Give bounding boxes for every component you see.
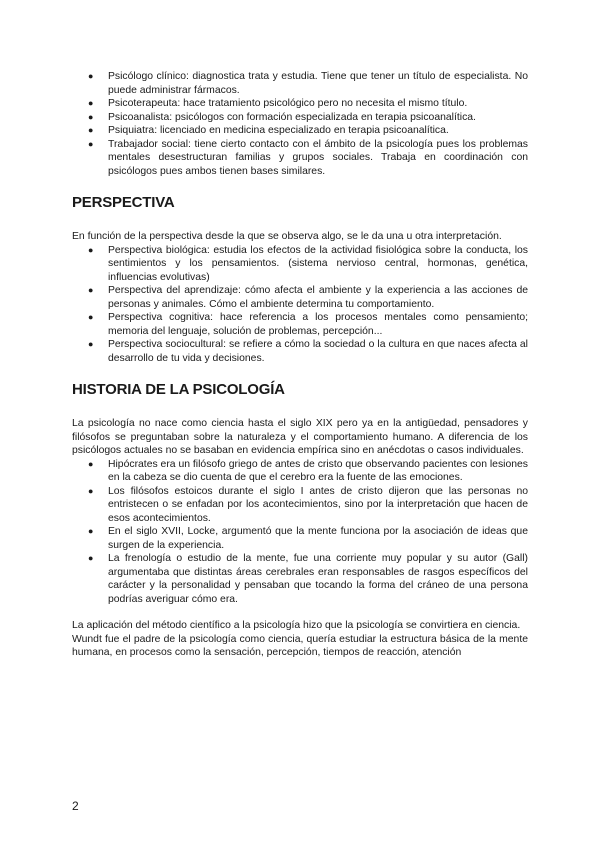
list-item: ● Perspectiva del aprendizaje: cómo afecta el ambiente y la experiencia a las acciones de personas y animales. Cómo el ambiente determina tu comportamiento. (88, 285, 528, 310)
bullet-icon: ● (88, 71, 94, 81)
list-item: ● En el siglo XVII, Locke, argumentó que la mente funciona por la asociación de ideas que surgen de la experiencia. (88, 526, 528, 551)
list-item: ● Psicoanalista: psicólogos con formación especializada en terapia psicoanalítica. (88, 111, 476, 123)
list-item: ● Perspectiva sociocultural: se refiere a cómo la sociedad o la cultura en que naces afecta al desarrollo de tu vida y decisiones. (88, 339, 528, 364)
bullet-icon: ● (88, 285, 94, 295)
bullet-icon: ● (88, 485, 94, 496)
document-page (72, 70, 528, 660)
historia-closing-1: La aplicación del método científico a la psicología hizo que la psicología se convirtiera en ciencia. (72, 620, 521, 631)
heading-historia: HISTORIA DE LA PSICOLOGÍA (72, 381, 285, 398)
list-item: ● Los filósofos estoicos durante el siglo I antes de cristo dijeron que las personas no entristecen o se enfadan por los acontecimientos, sino por la interpretación que hacen de esos acontecimientos. (88, 485, 528, 524)
list-item: ● Trabajador social: tiene cierto contacto con el ámbito de la psicología pues los problemas mentales desestructuran familias y grupos sociales. Trabaja en coordinación con psicólogos pues ambos tienen bases similares. (88, 138, 528, 177)
historia-list (72, 458, 528, 607)
historia-intro: La psicología no nace como ciencia hasta el siglo XIX pero ya en la antigüedad, pensadores y filósofos se preguntaban sobre la naturaleza y el comportamiento humano. A diferencia de los psicólogos actuales no se basaban en evidencia empírica sino en anécdotas o casos individuales. (72, 418, 528, 456)
bullet-icon: ● (88, 339, 94, 349)
page-number: 2 (72, 799, 79, 813)
bullet-icon: ● (88, 553, 94, 563)
bullet-icon: ● (88, 98, 94, 108)
historia-closing-2: Wundt fue el padre de la psicología como ciencia, quería estudiar la estructura básica de la mente humana, en procesos como la sensación, percepción, tiempos de reacción, atención (72, 633, 528, 658)
list-item: ● Psiquiatra: licenciado en medicina especializado en terapia psicoanalítica. (88, 125, 449, 136)
list-item: ● Perspectiva cognitiva: hace referencia a los procesos mentales como pensamiento; memoria del lenguaje, solución de problemas, percepción... (88, 312, 528, 337)
list-item: ● Psicólogo clínico: diagnostica trata y estudia. Tiene que tener un título de especialista. No puede administrar fármacos. (88, 71, 528, 96)
bullet-icon: ● (88, 244, 94, 255)
heading-perspectiva: PERSPECTIVA (72, 194, 175, 211)
list-item: ● Hipócrates era un filósofo griego de antes de cristo que observando pacientes con lesiones en la cabeza se dio cuenta de que el cerebro era la fuente de las emociones. (88, 458, 528, 483)
bullet-icon: ● (88, 111, 94, 122)
bullet-icon: ● (88, 458, 94, 469)
perspectiva-intro: En función de la perspectiva desde la que se observa algo, se le da una u otra interpretación. (72, 231, 502, 242)
intro-list (72, 70, 528, 178)
bullet-icon: ● (88, 125, 94, 135)
bullet-icon: ● (88, 526, 94, 536)
perspectiva-list (72, 244, 528, 366)
list-item: ● Perspectiva biológica: estudia los efectos de la actividad fisiológica sobre la conducta, los sentimientos y los pensamientos. (sistema nervioso central, hormonas, genética, influencias evolutivas) (88, 244, 528, 283)
list-item: ● Psicoterapeuta: hace tratamiento psicológico pero no necesita el mismo título. (88, 98, 468, 109)
bullet-icon: ● (88, 312, 94, 322)
list-item: ● La frenología o estudio de la mente, fue una corriente muy popular y su autor (Gall) argumentaba que distintas áreas cerebrales eran responsables de rasgos específicos del carácter y la personalidad y pensaban que tocando la forma del cráneo de una persona podrías averiguar cómo era. (88, 553, 528, 605)
bullet-icon: ● (88, 138, 94, 149)
